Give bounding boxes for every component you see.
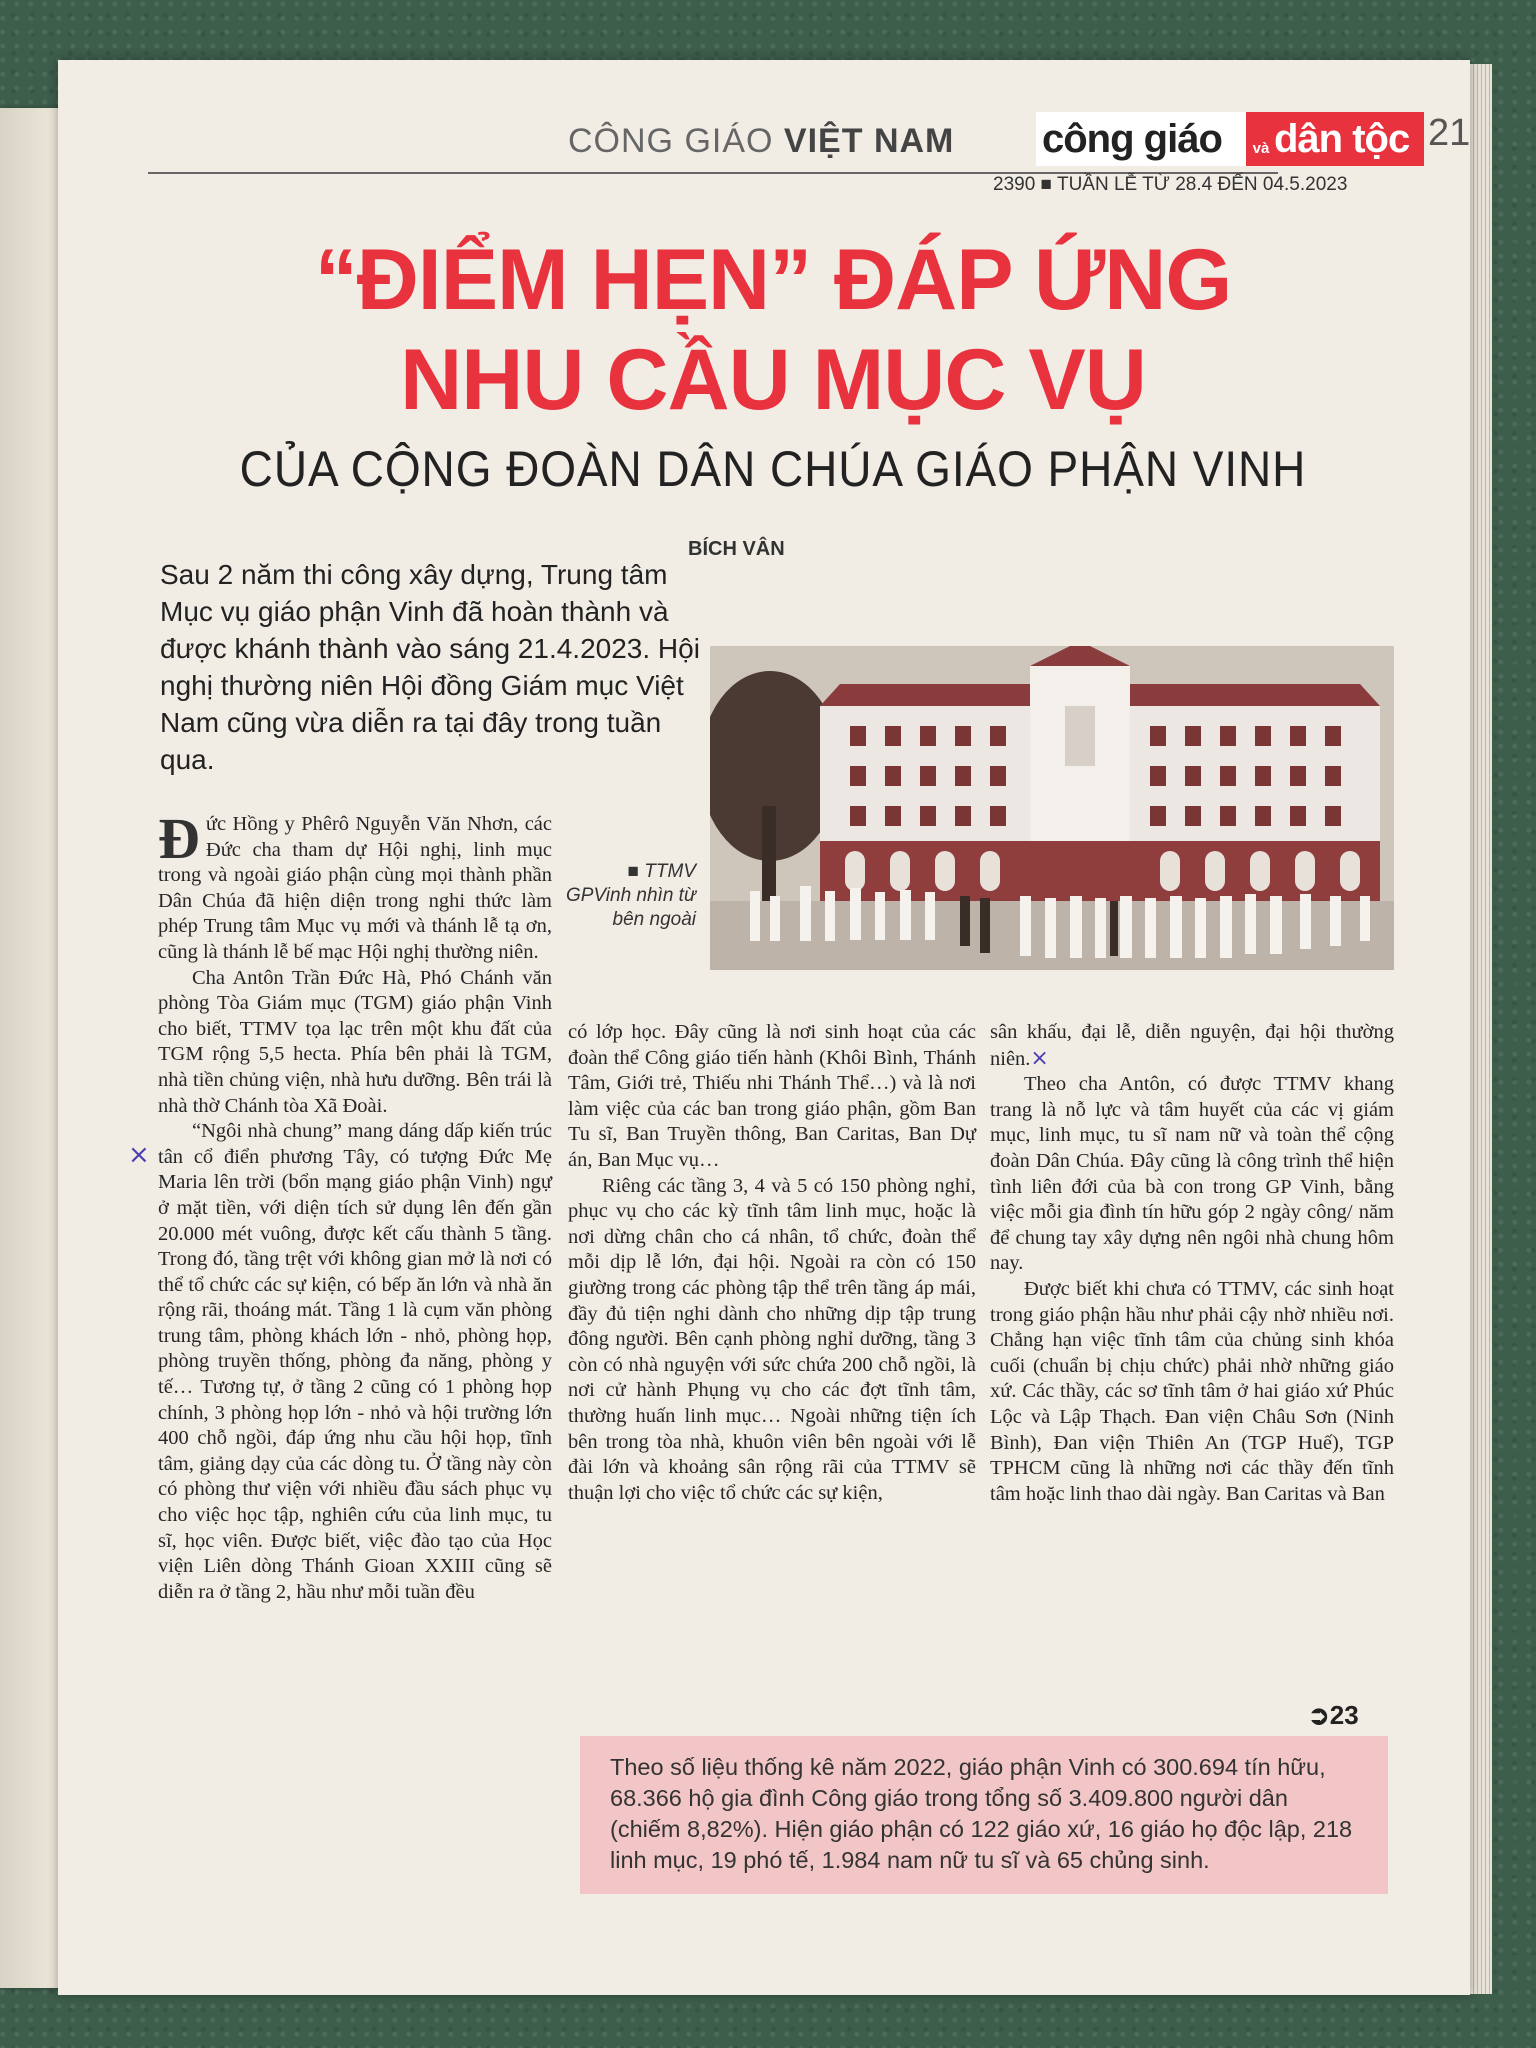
section-label-bold: VIỆT NAM <box>783 122 955 160</box>
magazine-page <box>58 60 1470 1995</box>
building-photo <box>710 646 1394 970</box>
photo-caption: ■ TTMV GPVinh nhìn từ bên ngoài <box>566 861 696 930</box>
headline <box>158 230 1388 430</box>
body-column-1 <box>158 806 552 1605</box>
col3-paragraph-3: Được biết khi chưa có TTMV, các sinh hoạt trong giáo phận hầu như phải cậy nhờ nhiều nơi. Chẳng hạn việc tĩnh tâm của chủng sinh khóa cuối (chuẩn bị chịu chức) phải nhờ những giáo xứ. Các thầy, các sơ tĩnh tâm ở hai giáo xứ Phúc Lộc và Lập Thạch. Đan viện Châu Sơn (Ninh Bình), Đan viện Thiên An (TGP Huế), TGP TPHCM cũng là những nơi các thầy đến tĩnh tâm hoặc linh thao dài ngày. Ban Caritas và Ban <box>990 1277 1394 1505</box>
brand-connector: và <box>1246 112 1276 166</box>
body-column-3 <box>990 1020 1394 1507</box>
col2-paragraph-2: Riêng các tầng 3, 4 và 5 có 150 phòng nghỉ, phục vụ cho các kỳ tĩnh tâm linh mục, hoặc là nơi dừng chân cho cá nhân, tổ chức, đoàn thể mỗi dịp lễ lớn, đại hội. Ngoài ra còn có 150 giường trong các phòng tập thể trên tầng áp mái, đầy đủ tiện nghi dành cho những dịp tập trung đông người. Bên cạnh phòng nghỉ dưỡng, tầng 3 còn có nhà nguyện với sức chứa 200 chỗ ngồi, là nơi cử hành Phụng vụ cho các đợt tĩnh tâm, thường huấn linh mục… Ngoài những tiện ích bên trong tòa nhà, khuôn viên bên ngoài với lễ đài lớn và khoảng sân rộng rãi của TTMV sẽ thuận lợi cho việc tổ chức các sự kiện, <box>568 1174 976 1504</box>
subhead: CỦA CỘNG ĐOÀN DÂN CHÚA GIÁO PHẬN VINH <box>239 441 1307 497</box>
col1-paragraph-1-text: ức Hồng y Phêrô Nguyễn Văn Nhơn, các Đức cha tham dự Hội nghị, linh mục trong và ngoài giáo phận cùng mọi thành phần Dân Chúa đã hiện diện trong nghi thức làm phép Trung tâm Mục vụ mới và thánh lễ tạ ơn, cũng là thánh lễ bế mạc Hội nghị thường niên. <box>158 813 552 963</box>
pen-mark-margin: × <box>128 1140 150 1170</box>
col1-paragraph-3: “Ngôi nhà chung” mang dáng dấp kiến trúc tân cổ điển phương Tây, có tượng Đức Mẹ Maria lên trời (bổn mạng giáo phận Vinh) ngự ở mặt tiền, với diện tích sử dụng lên đến gần 20.000 mét vuông, được kết cấu thành 5 tầng. Trong đó, tầng trệt với không gian mở là nơi có thể tổ chức các sự kiện, có bếp ăn lớn và nhà ăn rộng rãi, thoáng mát. Tầng 1 là cụm văn phòng trung tâm, phòng khách lớn - nhỏ, phòng họp, phòng truyền thống, phòng đa năng, phòng y tế… Tương tự, ở tầng 2 cũng có 1 phòng họp chính, 3 phòng họp lớn - nhỏ và hội trường lớn 400 chỗ ngồi, đáp ứng nhu cầu hội họp, tĩnh tâm, giảng dạy của các dòng tu. Ở tầng này còn có phòng thư viện với nhiều đầu sách phục vụ cho việc học tập, nghiên cứu của linh mục, tu sĩ, học viên. Được biết, việc đào tạo của Học viện Liên dòng Thánh Gioan XXIII cũng sẽ diễn ra ở tầng 2, hầu như mỗi tuần đều <box>158 1120 552 1603</box>
brand-part2: dân tộc <box>1274 112 1424 166</box>
drop-cap: Đ <box>158 806 200 871</box>
headline-line1: “ĐIỂM HẸN” ĐÁP ỨNG <box>314 232 1232 328</box>
building-illustration <box>710 646 1394 970</box>
lead-paragraph: Sau 2 năm thi công xây dựng, Trung tâm Mục vụ giáo phận Vinh đã hoàn thành và được khánh thành vào sáng 21.4.2023. Hội nghị thường niên Hội đồng Giám mục Việt Nam cũng vừa diễn ra tại đây trong tuần qua. <box>160 559 700 775</box>
section-label-light: CÔNG GIÁO <box>568 122 774 160</box>
section-label <box>568 122 954 161</box>
byline: BÍCH VÂN <box>688 538 785 560</box>
brand-logo <box>1036 112 1424 166</box>
page-number: 21 <box>1428 112 1471 154</box>
col2-paragraph-1: có lớp học. Đây cũng là nơi sinh hoạt của các đoàn thể Công giáo tiến hành (Khôi Bình, Thánh Tâm, Giới trẻ, Thiếu nhi Thánh Thể…) và là nơi làm việc của các ban trong giáo phận, gồm Ban Tu sĩ, Ban Truyền thông, Ban Caritas, Ban Dự án, Ban Mục vụ… <box>568 1021 976 1171</box>
col1-paragraph-1 <box>158 806 552 966</box>
col1-paragraph-2: Cha Antôn Trần Đức Hà, Phó Chánh văn phòng Tòa Giám mục (TGM) giáo phận Vinh cho biết, TTMV tọa lạc trên một khu đất của TGM rộng 5,5 hecta. Phía bên phải là TGM, nhà tiền chủng viện, nhà hưu dưỡng. Bên trái là nhà thờ Chánh tòa Xã Đoài. <box>158 966 552 1117</box>
headline-line2: NHU CẦU MỤC VỤ <box>400 332 1146 428</box>
statistics-factbox: Theo số liệu thống kê năm 2022, giáo phận Vinh có 300.694 tín hữu, 68.366 hộ gia đình Công giáo trong tổng số 3.409.800 người dân (chiếm 8,82%). Hiện giáo phận có 122 giáo xứ, 16 giáo họ độc lập, 218 linh mục, 19 phó tế, 1.984 nam nữ tu sĩ và 65 chủng sinh. <box>580 1736 1388 1894</box>
issue-line: 2390 ■ TUẦN LỄ TỪ 28.4 ĐẾN 04.5.2023 <box>993 174 1348 195</box>
continued-on-page-marker: ➲23 <box>1308 1700 1359 1730</box>
pen-mark-inline: × <box>1030 1045 1049 1071</box>
left-page-edge <box>0 108 64 1988</box>
body-column-2 <box>568 1020 976 1506</box>
col3-paragraph-1-text: sân khấu, đại lễ, diễn nguyện, đại hội thường niên. <box>990 1021 1394 1070</box>
brand-part1: công giáo <box>1036 112 1248 166</box>
col3-paragraph-2: Theo cha Antôn, có được TTMV khang trang là nỗ lực và tâm huyết của các vị giám mục, linh mục, tu sĩ nam nữ và toàn thể cộng đoàn Dân Chúa. Đây cũng là công trình thể hiện tình liên đới của bà con trong GP Vinh, bằng việc mỗi gia đình tín hữu góp 2 ngày công/ năm để chung tay xây dựng nên ngôi nhà chung hôm nay. <box>990 1073 1394 1275</box>
col3-paragraph-1 <box>990 1020 1394 1072</box>
masthead <box>148 110 1471 170</box>
